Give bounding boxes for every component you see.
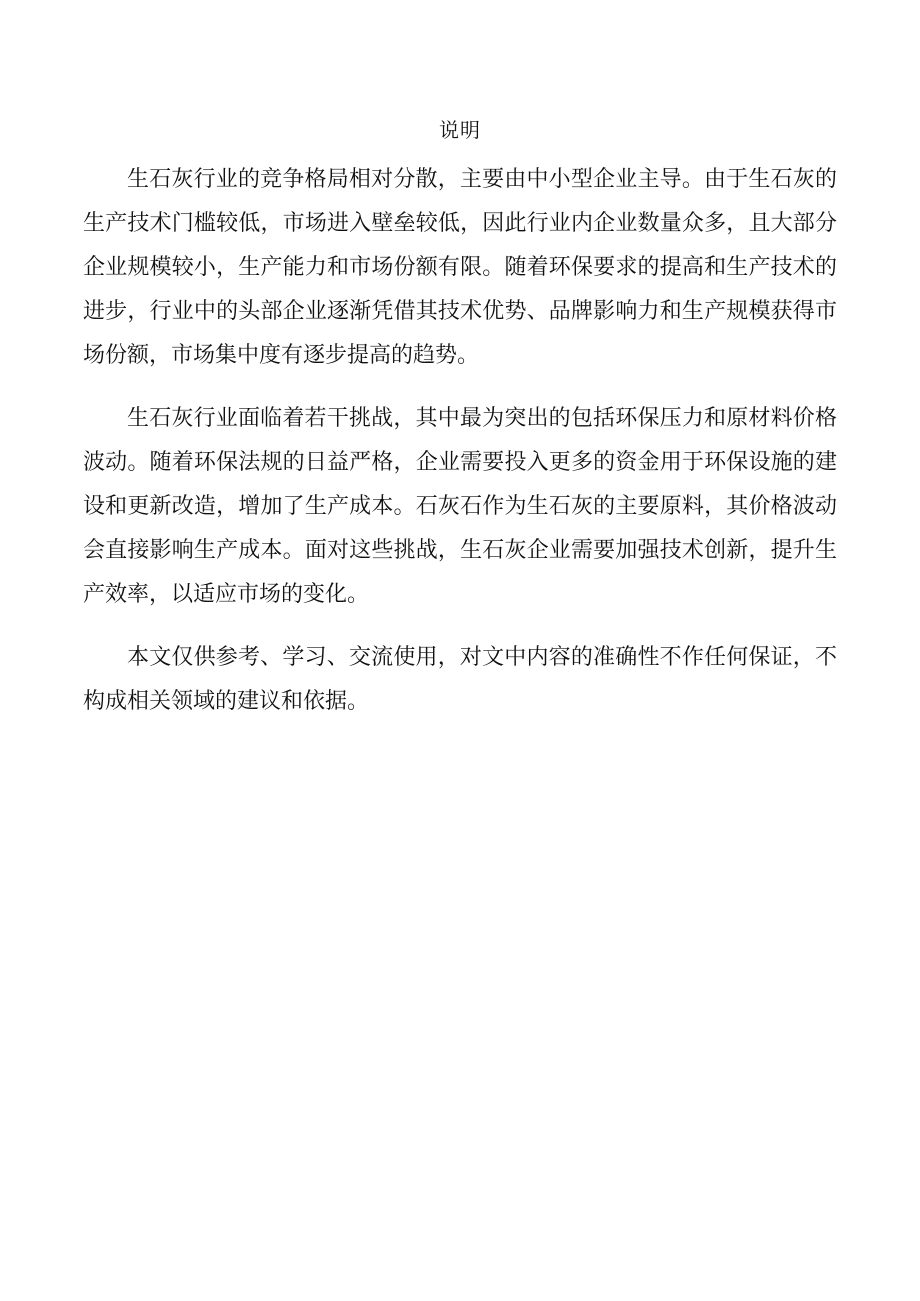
- paragraph-challenges: 生石灰行业面临着若干挑战，其中最为突出的包括环保压力和原材料价格波动。随着环保法规的日益严格，企业需要投入更多的资金用于环保设施的建设和更新改造，增加了生产成本。石灰石作为生石灰的主要原料，其价格波动会直接影响生产成本。面对这些挑战，生石灰企业需要加强技术创新，提升生产效率，以适应市场的变化。: [83, 406, 837, 607]
- document-title: 说明: [439, 118, 481, 142]
- document-body: [83, 158, 837, 743]
- paragraph-competition: 生石灰行业的竞争格局相对分散，主要由中小型企业主导。由于生石灰的生产技术门槛较低，市场进入壁垒较低，因此行业内企业数量众多，且大部分企业规模较小，生产能力和市场份额有限。随着环保要求的提高和生产技术的进步，行业中的头部企业逐渐凭借其技术优势、品牌影响力和生产规模获得市场份额，市场集中度有逐步提高的趋势。: [83, 167, 837, 368]
- paragraph-disclaimer: 本文仅供参考、学习、交流使用，对文中内容的准确性不作任何保证，不构成相关领域的建议和依据。: [83, 645, 837, 714]
